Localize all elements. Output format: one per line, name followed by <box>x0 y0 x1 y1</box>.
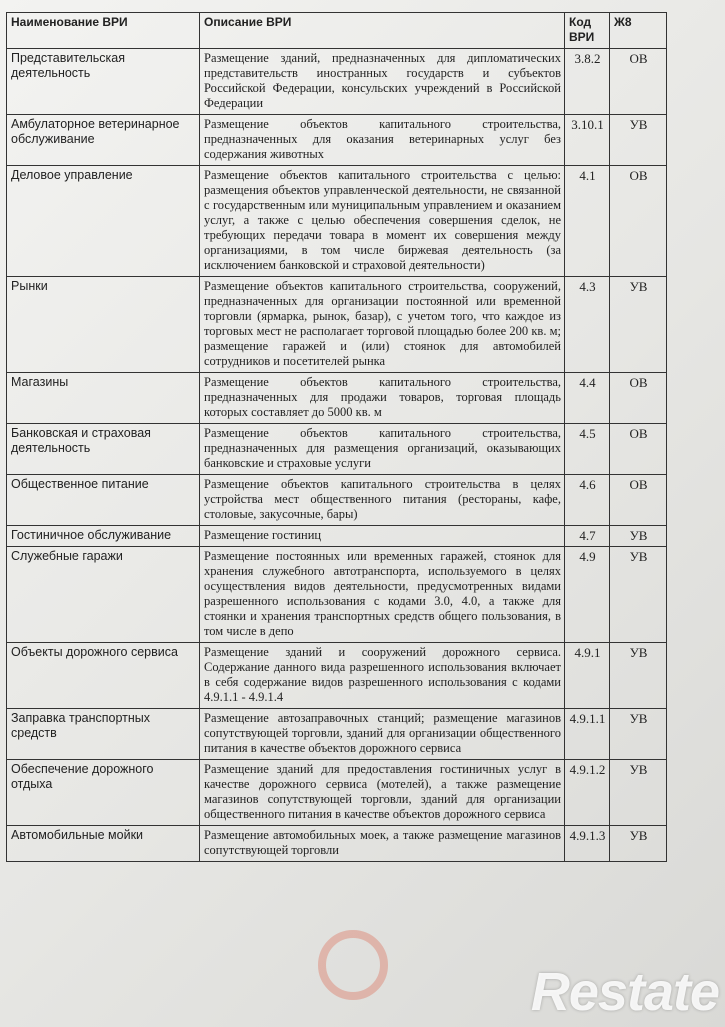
vri-code-cell: 4.5 <box>565 424 610 475</box>
vri-code-cell: 4.9 <box>565 547 610 643</box>
vri-description-cell: Размещение объектов капитального строительства, предназначенных для продажи товаров, торговая площадь которых составляет до 5000 кв. м <box>200 373 565 424</box>
table-row <box>7 424 667 475</box>
zone-status-cell: ОВ <box>610 49 667 115</box>
table-row <box>7 709 667 760</box>
vri-description-cell: Размещение объектов капитального строительства, сооружений, предназначенных для организации постоянной или временной торговли (ярмарка, рынок, базар), с учетом того, что каждое из торговых мест не располагает торговой площадью более 200 кв. м; размещение гаражей и (или) стоянок для автомобилей сотрудников и посетителей рынка <box>200 277 565 373</box>
header-description: Описание ВРИ <box>200 13 565 49</box>
vri-description-cell: Размещение зданий, предназначенных для дипломатических представительств иностранных государств и субъектов Российской Федерации, консульских учреждений в Российской Федерации <box>200 49 565 115</box>
vri-description-cell: Размещение объектов капитального строительства в целях устройства мест общественного питания (рестораны, кафе, столовые, закусочные, бары) <box>200 475 565 526</box>
table-row <box>7 826 667 862</box>
table-body <box>7 49 667 862</box>
table-row <box>7 526 667 547</box>
table-row <box>7 49 667 115</box>
vri-code-cell: 3.8.2 <box>565 49 610 115</box>
vri-code-cell: 4.3 <box>565 277 610 373</box>
table-row <box>7 547 667 643</box>
watermark-text: Restate <box>530 962 719 1022</box>
vri-code-cell: 3.10.1 <box>565 115 610 166</box>
vri-description-cell: Размещение гостиниц <box>200 526 565 547</box>
zone-status-cell: УВ <box>610 526 667 547</box>
vri-name-cell: Представительская деятельность <box>7 49 200 115</box>
vri-code-cell: 4.4 <box>565 373 610 424</box>
vri-code-cell: 4.9.1.2 <box>565 760 610 826</box>
vri-name-cell: Объекты дорожного сервиса <box>7 643 200 709</box>
header-code: Код ВРИ <box>565 13 610 49</box>
vri-name-cell: Заправка транспортных средств <box>7 709 200 760</box>
vri-name-cell: Амбулаторное ветеринарное обслуживание <box>7 115 200 166</box>
vri-description-cell: Размещение объектов капитального строительства, предназначенных для размещения организаций, оказывающих банковские и страховые услуги <box>200 424 565 475</box>
zone-status-cell: УВ <box>610 709 667 760</box>
vri-description-cell: Размещение автомобильных моек, а также размещение магазинов сопутствующей торговли <box>200 826 565 862</box>
table-row <box>7 373 667 424</box>
vri-name-cell: Обеспечение дорожного отдыха <box>7 760 200 826</box>
vri-code-cell: 4.9.1.3 <box>565 826 610 862</box>
vri-name-cell: Деловое управление <box>7 166 200 277</box>
table-row <box>7 643 667 709</box>
vri-description-cell: Размещение автозаправочных станций; размещение магазинов сопутствующей торговли, зданий для организации общественного питания в качестве объектов дорожного сервиса <box>200 709 565 760</box>
vri-description-cell: Размещение объектов капитального строительства, предназначенных для оказания ветеринарных услуг без содержания животных <box>200 115 565 166</box>
vri-table <box>6 12 667 862</box>
zone-status-cell: УВ <box>610 643 667 709</box>
vri-code-cell: 4.9.1.1 <box>565 709 610 760</box>
vri-description-cell: Размещение зданий для предоставления гостиничных услуг в качестве дорожного сервиса (мотелей), а также размещение магазинов сопутствующей торговли, зданий для организации общественного питания в качестве объектов дорожного сервиса <box>200 760 565 826</box>
zone-status-cell: ОВ <box>610 373 667 424</box>
zone-status-cell: ОВ <box>610 424 667 475</box>
vri-code-cell: 4.6 <box>565 475 610 526</box>
table-row <box>7 475 667 526</box>
zone-status-cell: УВ <box>610 115 667 166</box>
vri-name-cell: Автомобильные мойки <box>7 826 200 862</box>
vri-code-cell: 4.7 <box>565 526 610 547</box>
table-row <box>7 760 667 826</box>
zone-status-cell: ОВ <box>610 166 667 277</box>
zone-status-cell: УВ <box>610 826 667 862</box>
vri-code-cell: 4.1 <box>565 166 610 277</box>
table-row <box>7 166 667 277</box>
header-name: Наименование ВРИ <box>7 13 200 49</box>
vri-description-cell: Размещение постоянных или временных гаражей, стоянок для хранения служебного автотранспорта, используемого в целях осуществления видов деятельности, предусмотренных видами разрешенного использования с кодами 3.0, 4.0, а также для стоянки и хранения транспортных средств общего пользования, в том числе в депо <box>200 547 565 643</box>
vri-name-cell: Служебные гаражи <box>7 547 200 643</box>
table-row <box>7 277 667 373</box>
zone-status-cell: УВ <box>610 277 667 373</box>
zone-status-cell: УВ <box>610 760 667 826</box>
zone-status-cell: ОВ <box>610 475 667 526</box>
vri-description-cell: Размещение зданий и сооружений дорожного сервиса. Содержание данного вида разрешенного использования включает в себя содержание видов разрешенного использования с кодами 4.9.1.1 - 4.9.1.4 <box>200 643 565 709</box>
watermark-logo-icon <box>318 930 388 1000</box>
vri-description-cell: Размещение объектов капитального строительства с целью: размещения объектов управленческой деятельности, не связанной с государственным или муниципальным управлением и оказанием услуг, а также с целью обеспечения совершения сделок, не требующих передачи товара в момент их совершения между организациями, в том числе биржевая деятельность (за исключением банковской и страховой деятельности) <box>200 166 565 277</box>
vri-name-cell: Магазины <box>7 373 200 424</box>
vri-name-cell: Гостиничное обслуживание <box>7 526 200 547</box>
zone-status-cell: УВ <box>610 547 667 643</box>
vri-name-cell: Рынки <box>7 277 200 373</box>
vri-code-cell: 4.9.1 <box>565 643 610 709</box>
table-header-row <box>7 13 667 49</box>
vri-name-cell: Банковская и страховая деятельность <box>7 424 200 475</box>
table-row <box>7 115 667 166</box>
header-zone: Ж8 <box>610 13 667 49</box>
vri-name-cell: Общественное питание <box>7 475 200 526</box>
